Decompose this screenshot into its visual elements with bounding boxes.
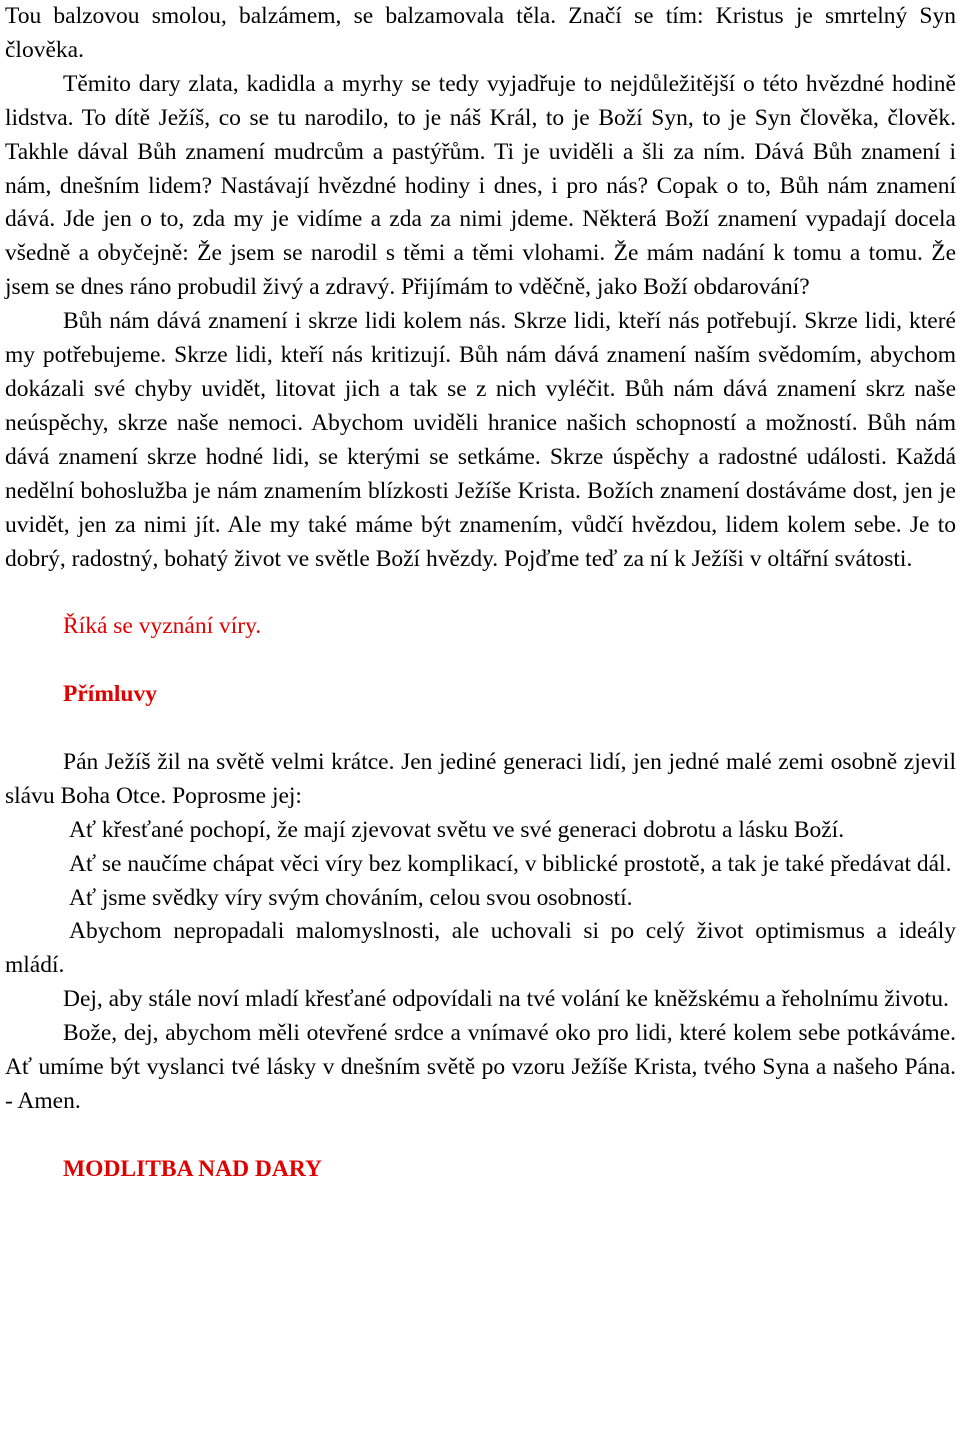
intercession-3: Ať jsme svědky víry svým chováním, celou svou osobností. <box>69 884 633 911</box>
document-page <box>5 0 956 1187</box>
spacer <box>5 1119 956 1153</box>
spacer <box>5 576 956 610</box>
intercessions-closing: Bože, dej, abychom měli otevřené srdce a vnímavé oko pro lidi, které kolem sebe potkáváme. Ať umíme být vyslanci tvé lásky v dnešním světě po vzoru Ježíše Krista, tvého Syna a našeho Pána. - Amen. <box>5 1020 956 1114</box>
intercession-5: Dej, aby stále noví mladí křesťané odpovídali na tvé volání ke kněžskému a řeholnímu životu. <box>63 986 949 1013</box>
homily-paragraph-1: Tou balzovou smolou, balzámem, se balzamovala těla. Značí se tím: Kristus je smrtelný Syn člověka. <box>5 3 956 63</box>
homily-paragraph-2: Těmito dary zlata, kadidla a myrhy se tedy vyjadřuje to nejdůležitější o této hvězdné hodině lidstva. To dítě Ježíš, co se tu narodilo, to je náš Král, to je Boží Syn, to je Syn člověka, člověk. Takhle dával Bůh znamení mudrcům a pastýřům. Ti je uviděli a šli za ním. Dává Bůh znamení i nám, dnešním lidem? Nastávají hvězdné hodiny i dnes, i pro nás? Copak o to, Bůh nám znamení dává. Jde jen o to, zda my je vidíme a zda za nimi jdeme. Některá Boží znamení vypadají docela všedně a obyčejně: Že jsem se narodil s těmi a těmi vlohami. Že mám nadání k tomu a tomu. Že jsem se dnes ráno probudil živý a zdravý. Přijímám to vděčně, jako Boží obdarování? <box>5 70 956 301</box>
heading-offerings: MODLITBA NAD DARY <box>63 1155 322 1182</box>
intercession-2: Ať se naučíme chápat věci víry bez komplikací, v biblické prostotě, a tak je také předávat dál. <box>69 850 952 877</box>
spacer <box>5 644 956 678</box>
homily-paragraph-3: Bůh nám dává znamení i skrze lidi kolem nás. Skrze lidi, kteří nás potřebují. Skrze lidi, které my potřebujeme. Skrze lidi, kteří nás kritizují. Bůh nám dává znamení naším svědomím, abychom dokázali své chyby uvidět, litovat jich a tak se z nich vyléčit. Bůh nám dává znamení skrz naše neúspěchy, skrze naše nemoci. Abychom uviděli hranice našich schopností a možností. Bůh nám dává znamení skrze hodné lidi, se kterými se setkáme. Skrze úspěchy a radostné události. Každá nedělní bohoslužba je nám znamením blízkosti Ježíše Krista. Božích znamení dostáváme dost, jen je uvidět, jen za nimi jít. Ale my také máme být znamením, vůdčí hvězdou, lidem kolem sebe. Je to dobrý, radostný, bohatý život ve světle Boží hvězdy. Pojďme teď za ní k Ježíši v oltářní svátosti. <box>5 308 956 572</box>
rubric-creed: Říká se vyznání víry. <box>63 613 262 640</box>
intercessions-intro: Pán Ježíš žil na světě velmi krátce. Jen jediné generaci lidí, jen jedné malé zemi osobně zjevil slávu Boha Otce. Poprosme jej: <box>5 748 956 809</box>
intercession-1: Ať křesťané pochopí, že mají zjevovat světu ve své generaci dobrotu a lásku Boží. <box>69 816 845 843</box>
spacer <box>5 712 956 746</box>
intercession-4: Abychom nepropadali malomyslnosti, ale uchovali si po celý život optimismus a ideály mládí. <box>5 918 956 979</box>
heading-intercessions: Přímluvy <box>63 681 157 708</box>
